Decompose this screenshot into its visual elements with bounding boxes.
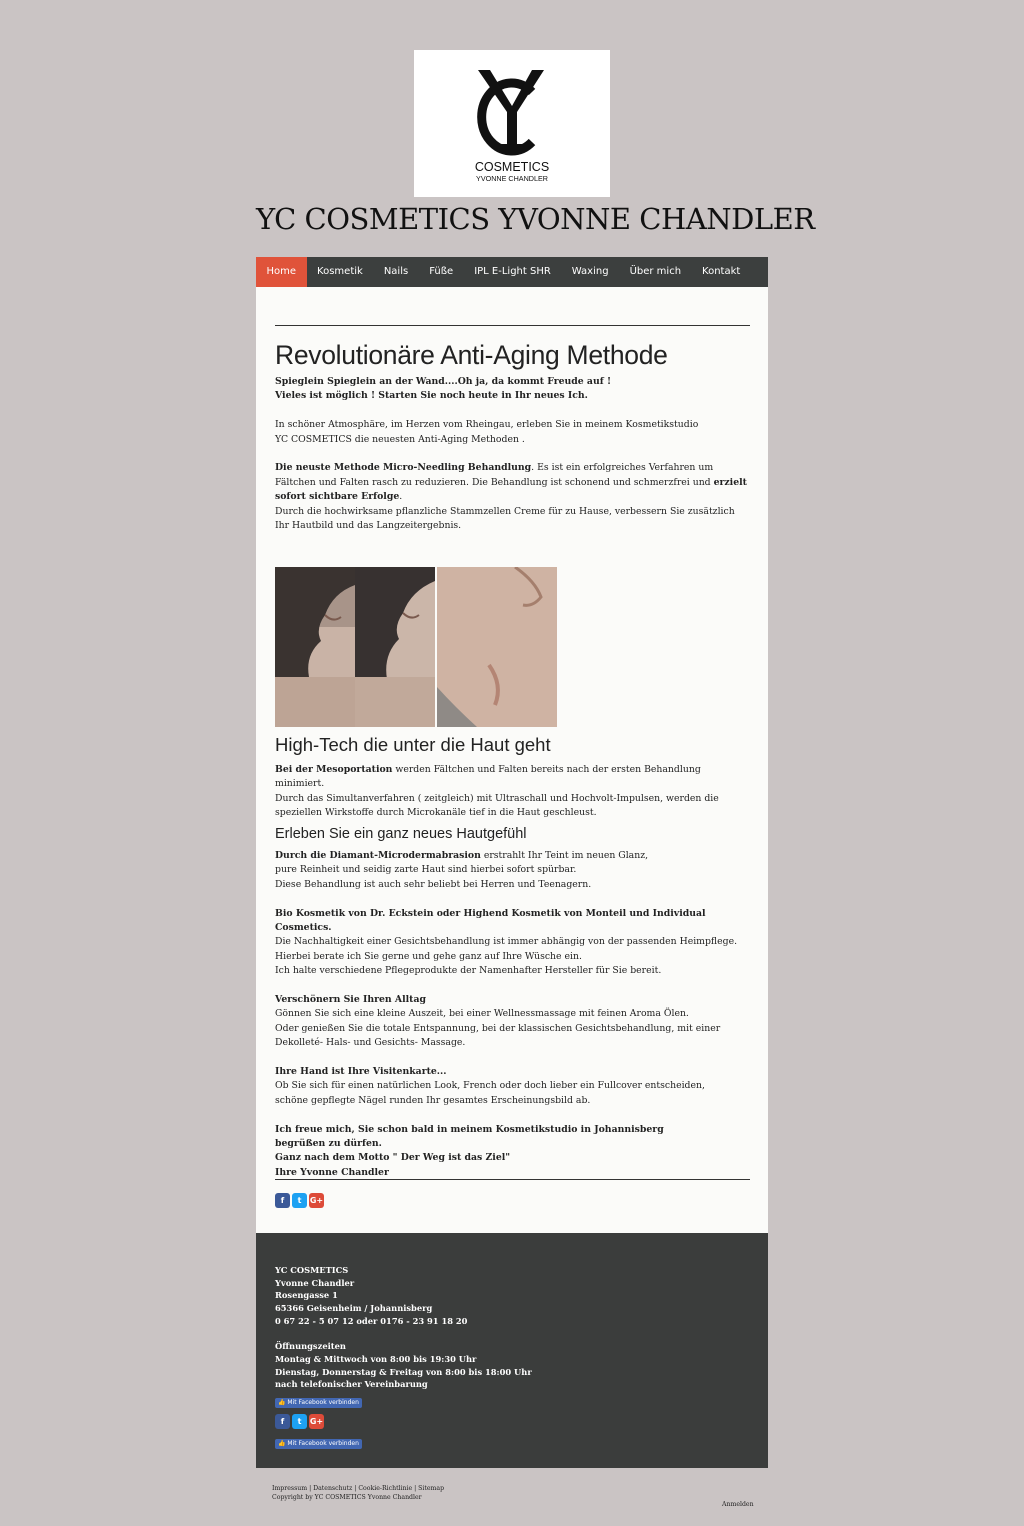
nav-item-kontakt[interactable]: Kontakt: [702, 266, 741, 277]
photo-before-1: [275, 567, 355, 727]
site-title: YC COSMETICS YVONNE CHANDLER: [256, 202, 815, 236]
logo[interactable]: [414, 50, 610, 197]
footer-googleplus-icon[interactable]: G+: [309, 1414, 324, 1429]
facebook-connect-button-2[interactable]: 👍 Mit Facebook verbinden: [275, 1439, 362, 1449]
footer: [256, 1233, 768, 1468]
svg-text:COSMETICS: COSMETICS: [474, 160, 550, 174]
datenschutz-link[interactable]: Datenschutz: [313, 1485, 353, 1492]
main-content: [256, 287, 768, 1233]
nav-item-home[interactable]: Home: [256, 257, 307, 287]
footer-facebook-icon[interactable]: f: [275, 1414, 290, 1429]
impressum-link[interactable]: Impressum: [272, 1485, 308, 1492]
footer-phone: 0 67 22 - 5 07 12 oder 0176 - 23 91 18 20: [275, 1315, 468, 1326]
bottom-links: Impressum | Datenschutz | Cookie-Richtlinie | Sitemap Copyright by YC COSMETICS Yvonne Chandler: [272, 1485, 445, 1501]
nav-item-nails[interactable]: Nails: [383, 266, 409, 277]
facebook-connect-button[interactable]: 👍 Mit Facebook verbinden: [275, 1398, 362, 1408]
twitter-share-icon[interactable]: t: [292, 1193, 307, 1208]
footer-address: YC COSMETICS Yvonne Chandler Rosengasse 1 65366 Geisenheim / Johannisberg 0 67 22 - 5 07 12 oder 0176 - 23 91 18 20 Öffnungszeiten Montag & Mittwoch von 8:00 bis 19:30 Uhr Dienstag, Donnerstag & Freitag von 8:00 bis 18:00 Uhr nach telefonischer Vereinbarung: [275, 1265, 532, 1390]
nav-item-fuesse[interactable]: Füße: [429, 266, 454, 277]
photo-before-2: [355, 567, 435, 727]
photo-after: [437, 567, 557, 727]
page-heading: Revolutionäre Anti-Aging Methode: [275, 340, 668, 370]
before-after-photos: [275, 567, 557, 727]
nav-item-ueber-mich[interactable]: Über mich: [629, 266, 682, 277]
login-link[interactable]: Anmelden: [722, 1501, 754, 1508]
sitemap-link[interactable]: Sitemap: [418, 1485, 445, 1492]
hautgefuehl-text: Durch die Diamant-Microdermabrasion erstrahlt Ihr Teint im neuen Glanz, pure Reinheit und seidig zarte Haut sind hierbei sofort spürbar. Diese Behandlung ist auch sehr beliebt bei Herren und Teenagern. Bio Kosmetik von Dr. Eckstein oder Highend Kosmetik von Monteil und Individual Cosmetics. Die Nachhaltigkeit einer Gesichtsbehandlung ist immer abhängig von der passenden Heimpflege. Hierbei berate ich Sie gerne und gehe ganz auf Ihre Wüsche ein. Ich halte verschiedene Pflegeprodukte der Namenhafter Hersteller für Sie bereit. Verschönern Sie Ihren Alltag Gönnen Sie sich eine kleine Auszeit, bei einer Wellnessmassage mit feinen Aroma Ölen. Oder genießen Sie die totale Entspannung, bei der klassischen Gesichtsbehandlung, mit einer Dekolleté- Hals- und Gesichts- Massage. Ihre Hand ist Ihre Visitenkarte... Ob Sie sich für einen natürlichen Look, French oder doch lieber ein Fullcover entscheiden, schöne gepflegte Nägel runden Ihr gesamtes Erscheinungsbild ab. Ich freue mich, Sie schon bald in meinem Kosmetikstudio in Johannisberg begrüßen zu dürfen. Ganz nach dem Motto " Der Weg ist das Ziel" Ihre Yvonne Chandler: [275, 850, 738, 1178]
footer-social-buttons: [275, 1414, 324, 1429]
hightech-text: Bei der Mesoportation werden Fältchen und Falten bereits nach der ersten Behandlung minimiert. Durch das Simultanverfahren ( zeitgleich) mit Ultraschall und Hochvolt-Impulsen, werden die speziellen Wirkstoffe durch Microkanäle tief in die Haut geschleust.: [275, 764, 719, 819]
main-nav: [256, 257, 768, 287]
nav-item-kosmetik[interactable]: Kosmetik: [317, 266, 363, 277]
nav-item-waxing[interactable]: Waxing: [571, 266, 609, 277]
intro-text: Spieglein Spieglein an der Wand....Oh ja, da kommt Freude auf ! Vieles ist möglich ! Starten Sie noch heute in Ihr neues Ich. In schöner Atmosphäre, im Herzen vom Rheingau, erleben Sie in meinem Kosmetikstudio YC COSMETICS die neuesten Anti-Aging Methoden . Die neuste Methode Micro-Needling Behandlung. Es ist ein erfolgreiches Verfahren um Fältchen und Falten rasch zu reduzieren. Die Behandlung ist schonend und schmerzfrei und erzielt sofort sichtbare Erfolge. Durch die hochwirksame pflanzliche Stammzellen Creme für zu Hause, verbessern Sie zusätzlich Ihr Hautbild und das Langzeitergebnis.: [275, 376, 747, 532]
share-buttons: [275, 1193, 750, 1208]
facebook-share-icon[interactable]: f: [275, 1193, 290, 1208]
hautgefuehl-heading: Erleben Sie ein ganz neues Hautgefühl: [275, 826, 527, 842]
svg-text:YVONNE CHANDLER: YVONNE CHANDLER: [476, 174, 548, 183]
footer-twitter-icon[interactable]: t: [292, 1414, 307, 1429]
googleplus-share-icon[interactable]: G+: [309, 1193, 324, 1208]
copyright: Copyright by YC COSMETICS Yvonne Chandler: [272, 1494, 422, 1501]
hightech-heading: High-Tech die unter die Haut geht: [275, 734, 551, 755]
nav-item-ipl[interactable]: IPL E-Light SHR: [474, 266, 551, 277]
yc-monogram-icon: [414, 50, 610, 197]
divider-top: [275, 325, 750, 326]
divider-bottom: [275, 1179, 750, 1180]
cookie-link[interactable]: Cookie-Richtlinie: [358, 1485, 413, 1492]
